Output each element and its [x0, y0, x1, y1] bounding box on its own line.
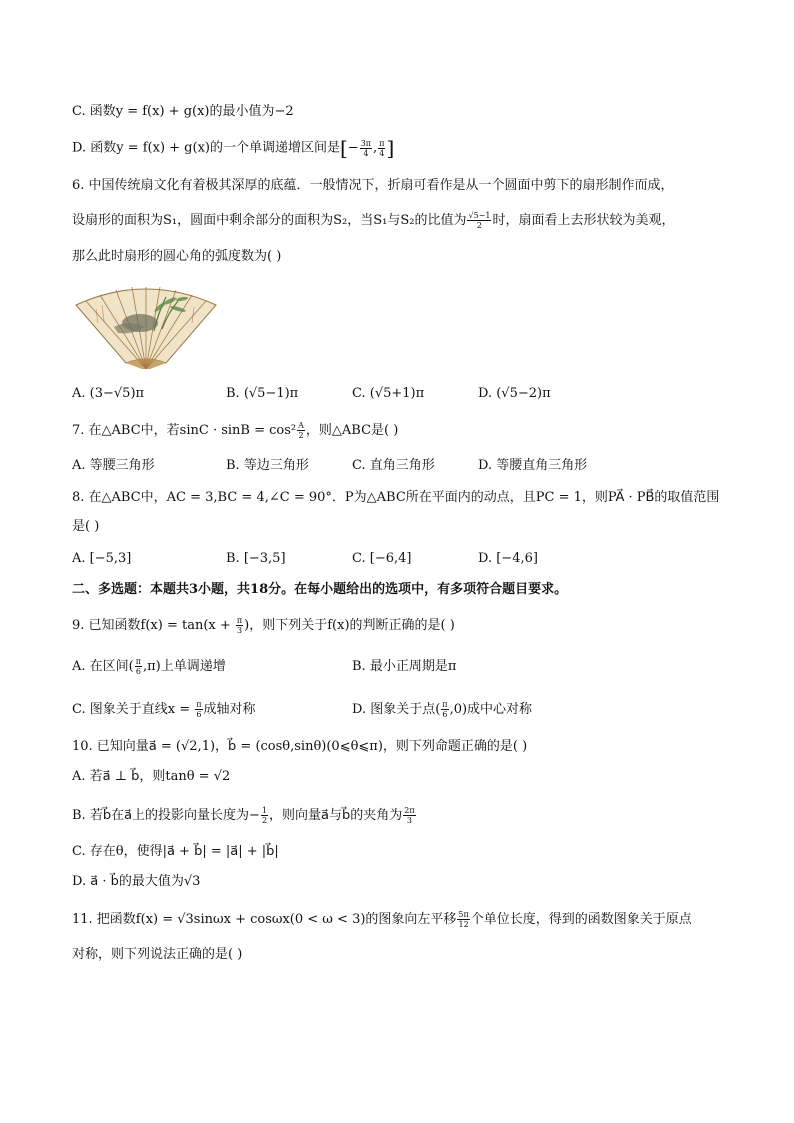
q9-option-d: D. 图象关于点( $\frac{\pi}{6}$ ,0)成中心对称	[352, 700, 533, 719]
interval-open-bracket: [	[339, 136, 348, 160]
q5-option-d-text: D. 函数y = f(x) + g(x)的一个单调递增区间是	[72, 140, 340, 156]
q9-stem-b: )，则下列关于f(x)的判断正确的是( )	[244, 618, 455, 633]
q8-line-1: 8. 在△ABC中，AC = 3,BC = 4,∠C = 90°．P为△ABC所在平面内的动点，且PC = 1，则PA⃗ · PB⃗的取值范围	[72, 490, 720, 505]
q6-option-c: C. (√5+1)π	[352, 386, 425, 401]
q6-line-1: 6. 中国传统扇文化有着极其深厚的底蕴．一般情况下，折扇可看作是从一个圆面中剪下的扇形制作而成，	[72, 178, 674, 193]
q5-interval-left: $\frac{3\pi}{4}$	[360, 138, 372, 158]
q9-stem-a: 9. 已知函数f(x) = tan(x +	[72, 618, 235, 633]
q6-ratio: $\frac{√5-1}{2}$	[468, 211, 491, 230]
q10-option-a: A. 若a⃗ ⊥ b⃗，则tanθ = √2	[72, 769, 231, 784]
q6-line-2-b: 时，扇面看上去形状较为美观，	[492, 213, 675, 228]
q7-stem	[72, 421, 398, 441]
q5-option-d: D. 函数y = f(x) + g(x)的一个单调递增区间是[− $\frac{3\pi}{4}$ , $\frac{\pi}{4}$ ]	[72, 136, 395, 160]
q7-option-a: A. 等腰三角形	[72, 458, 155, 473]
q11-line-2: 对称，则下列说法正确的是( )	[72, 947, 243, 962]
q11-line-1: 11. 把函数f(x) = √3sinωx + cosωx(0 < ω < 3)的图象向左平移 $\frac{5\pi}{12}$ 个单位长度，得到的函数图象关于原点	[72, 910, 692, 929]
q5-interval-right: $\frac{\pi}{4}$	[379, 138, 385, 158]
q7-stem-b: ，则△ABC是( )	[305, 423, 399, 438]
q7-fraction: $\frac{A}{2}$	[298, 421, 304, 440]
q11-fraction: $\frac{5\pi}{12}$	[458, 910, 469, 929]
q9-option-b: B. 最小正周期是π	[352, 659, 457, 674]
q7-option-c: C. 直角三角形	[352, 458, 435, 473]
q7-stem-a: 7. 在△ABC中，若sinC · sinB = cos²	[72, 423, 297, 438]
q6-line-2-a: 设扇形的面积为S₁，圆面中剩余部分的面积为S₂，当S₁与S₂的比值为	[72, 213, 467, 228]
q9-fraction: $\frac{\pi}{3}$	[236, 616, 243, 635]
q8-option-c: C. [−6,4]	[352, 551, 412, 566]
q6-line-3: 那么此时扇形的圆心角的弧度数为( )	[72, 249, 282, 264]
q10-option-d: D. a⃗ · b⃗的最大值为√3	[72, 874, 201, 889]
q8-option-a: A. [−5,3]	[72, 551, 132, 566]
q6-line-2	[72, 211, 674, 231]
q8-option-d: D. [−4,6]	[478, 551, 538, 566]
q10-option-b: B. 若b⃗在a⃗上的投影向量长度为− $\frac{1}{2}$ ，则向量a⃗与b⃗的夹角为 $\frac{2\pi}{3}$	[72, 806, 415, 825]
q8-line-2: 是( )	[72, 519, 100, 534]
q5-option-c: C. 函数y = f(x) + g(x)的最小值为−2	[72, 104, 294, 119]
q8-option-b: B. [−3,5]	[226, 551, 286, 566]
q7-option-d: D. 等腰直角三角形	[478, 458, 588, 473]
interval-close-bracket: ]	[386, 136, 395, 160]
q10-option-c: C. 存在θ，使得|a⃗ + b⃗| = |a⃗| + |b⃗|	[72, 844, 279, 859]
q7-option-b: B. 等边三角形	[226, 458, 309, 473]
folding-fan-image	[74, 283, 218, 369]
q9-option-a: A. 在区间( $\frac{\pi}{6}$ ,π)上单调递增	[72, 657, 226, 676]
q6-option-b: B. (√5−1)π	[226, 386, 299, 401]
q6-option-a: A. (3−√5)π	[72, 386, 145, 401]
q10-stem: 10. 已知向量a⃗ = (√2,1)，b⃗ = (cosθ,sinθ)(0⩽θ⩽π)，则下列命题正确的是( )	[72, 739, 528, 754]
q9-option-c: C. 图象关于直线x = $\frac{\pi}{6}$ 成轴对称	[72, 700, 256, 719]
q9-stem	[72, 616, 455, 636]
section-2-heading: 二、多选题：本题共3小题，共18分。在每小题给出的选项中，有多项符合题目要求。	[72, 582, 568, 597]
q6-option-d: D. (√5−2)π	[478, 386, 551, 401]
